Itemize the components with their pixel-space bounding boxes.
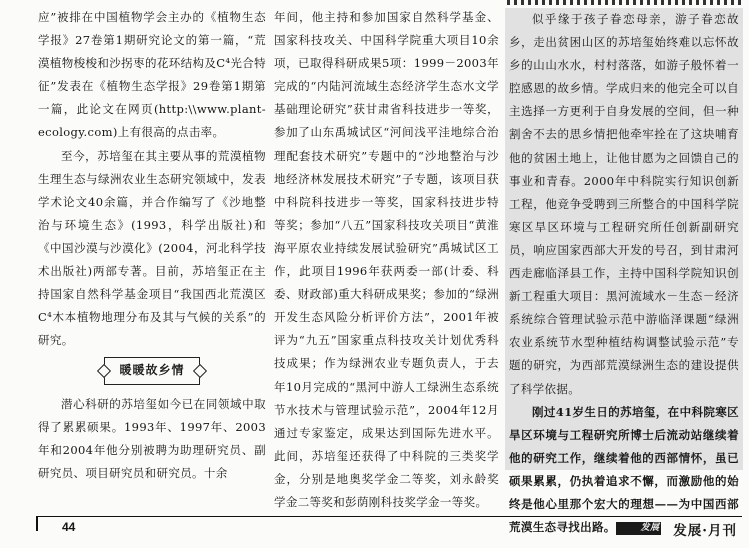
article-column-1 xyxy=(38,6,266,485)
section-heading xyxy=(92,357,212,384)
article-column-2 xyxy=(274,6,499,514)
paragraph: 应”被排在中国植物学会主办的《植物生态学报》27卷第1期研究论文的第一篇，“荒漠植物梭梭和沙拐枣的花环结构及C⁴光合特征”发表在《植物生态学报》29卷第1期第一篇，此论文在网页(http:\\www.plant-ecology.com)上有很高的点击率。 xyxy=(38,10,266,140)
paragraph-final-text: 刚过41岁生日的苏培玺，在中科院寒区旱区环境与工程研究所博士后流动站继续着他的研究工作，继续着他的西部情怀，虽已硕果累累，仍执着追求不懈，而激励他的始终是他心里那个宏大的理想——为中国西部荒漠生态寻找出路。 xyxy=(509,404,739,535)
paragraph: 年间，他主持和参加国家自然科学基金、国家科技攻关、中国科学院重大项目10余项，已取得科研成果5项：1999－2003年完成的“内陆河流域生态经济学生态水文学基础理论研究”获甘肃省科技进步一等奖，参加了山东禹城试区“河间浅平洼地综合治理配套技术研究”专题中的“沙地整治与沙地经济林发展技术研究”子专题，该项目获中科院科技进步一等奖，国家科技进步特等奖；参加“八五”国家科技攻关项目“黄淮海平原农业持续发展试验研究”禹城试区工作，此项目1996年获两委一部(计委、科委、财政部)重大科研成果奖；参加的“绿洲开发生态风险分析评价方法”，2001年被评为“九五”国家重点科技攻关计划优秀科技成果；作为绿洲农业专题负责人，于去年10月完成的“黑河中游人工绿洲生态系统节水技术与管理试验示范”，2004年12月通过专家鉴定，成果达到国际先进水平。此间，苏培玺还获得了中科院的三类奖学金，分别是地奥奖学金二等奖，刘永龄奖学金二等奖和彭荫刚科技奖学金一等奖。 xyxy=(274,10,499,509)
page-number: 44 xyxy=(62,520,76,534)
paragraph: 至今，苏培玺在其主要从事的荒漠植物生理生态与绿洲农业生态研究领域中，发表学术论文40余篇，并合作编写了《沙地整治与环境生态》(1993，科学出版社)和《中国沙漠与沙漠化》(2004，河北科学技术出版社)两部专著。目前，苏培玺正在主持国家自然科学基金项目“我国西北荒漠区C⁴木本植物地理分布及其与气候的关系”的研究。 xyxy=(38,148,266,348)
footer-rule xyxy=(36,516,742,517)
paragraph: 潜心科研的苏培玺如今已在同领域中取得了累累硕果。1993年、1997年、2003年和2004年他分别被聘为助理研究员、副研究员、项目研究员和研究员。十余 xyxy=(38,396,266,480)
top-decorative-pattern xyxy=(507,0,741,5)
paragraph: 似乎缘于孩子眷恋母亲，游子眷恋故乡，走出贫困山区的苏培玺始终难以忘怀故乡的山山水水，村村落落，如游子般怀着一腔感恩的故乡情。学成归来的他完全可以自主选择一方更利于自身发展的空间，但一种割舍不去的思乡情把他牵牢拴在了这块哺育他的贫困土地上，让他甘愿为之回馈自己的事业和青春。2000年中科院实行知识创新工程，他竞争受聘到三所整合的中国科学院寒区旱区环境与工程研究所任创新副研究员，响应国家西部大开发的号召，到甘肃河西走廊临泽县工作，主持中国科学院知识创新工程重大项目：黑河流域水－生态－经济系统综合管理试验示范中游临泽课题“绿洲农业系统节水型种植结构调整试验示范”专题的研究，为西部荒漠绿洲生态的建设提供了科学依据。 xyxy=(509,12,739,396)
section-heading-text: 暖暖故乡情 xyxy=(104,357,199,384)
journal-name: 发展·月刊 xyxy=(673,523,737,539)
end-mark-logo: 发展 xyxy=(616,522,662,535)
footer-tick xyxy=(36,516,38,531)
